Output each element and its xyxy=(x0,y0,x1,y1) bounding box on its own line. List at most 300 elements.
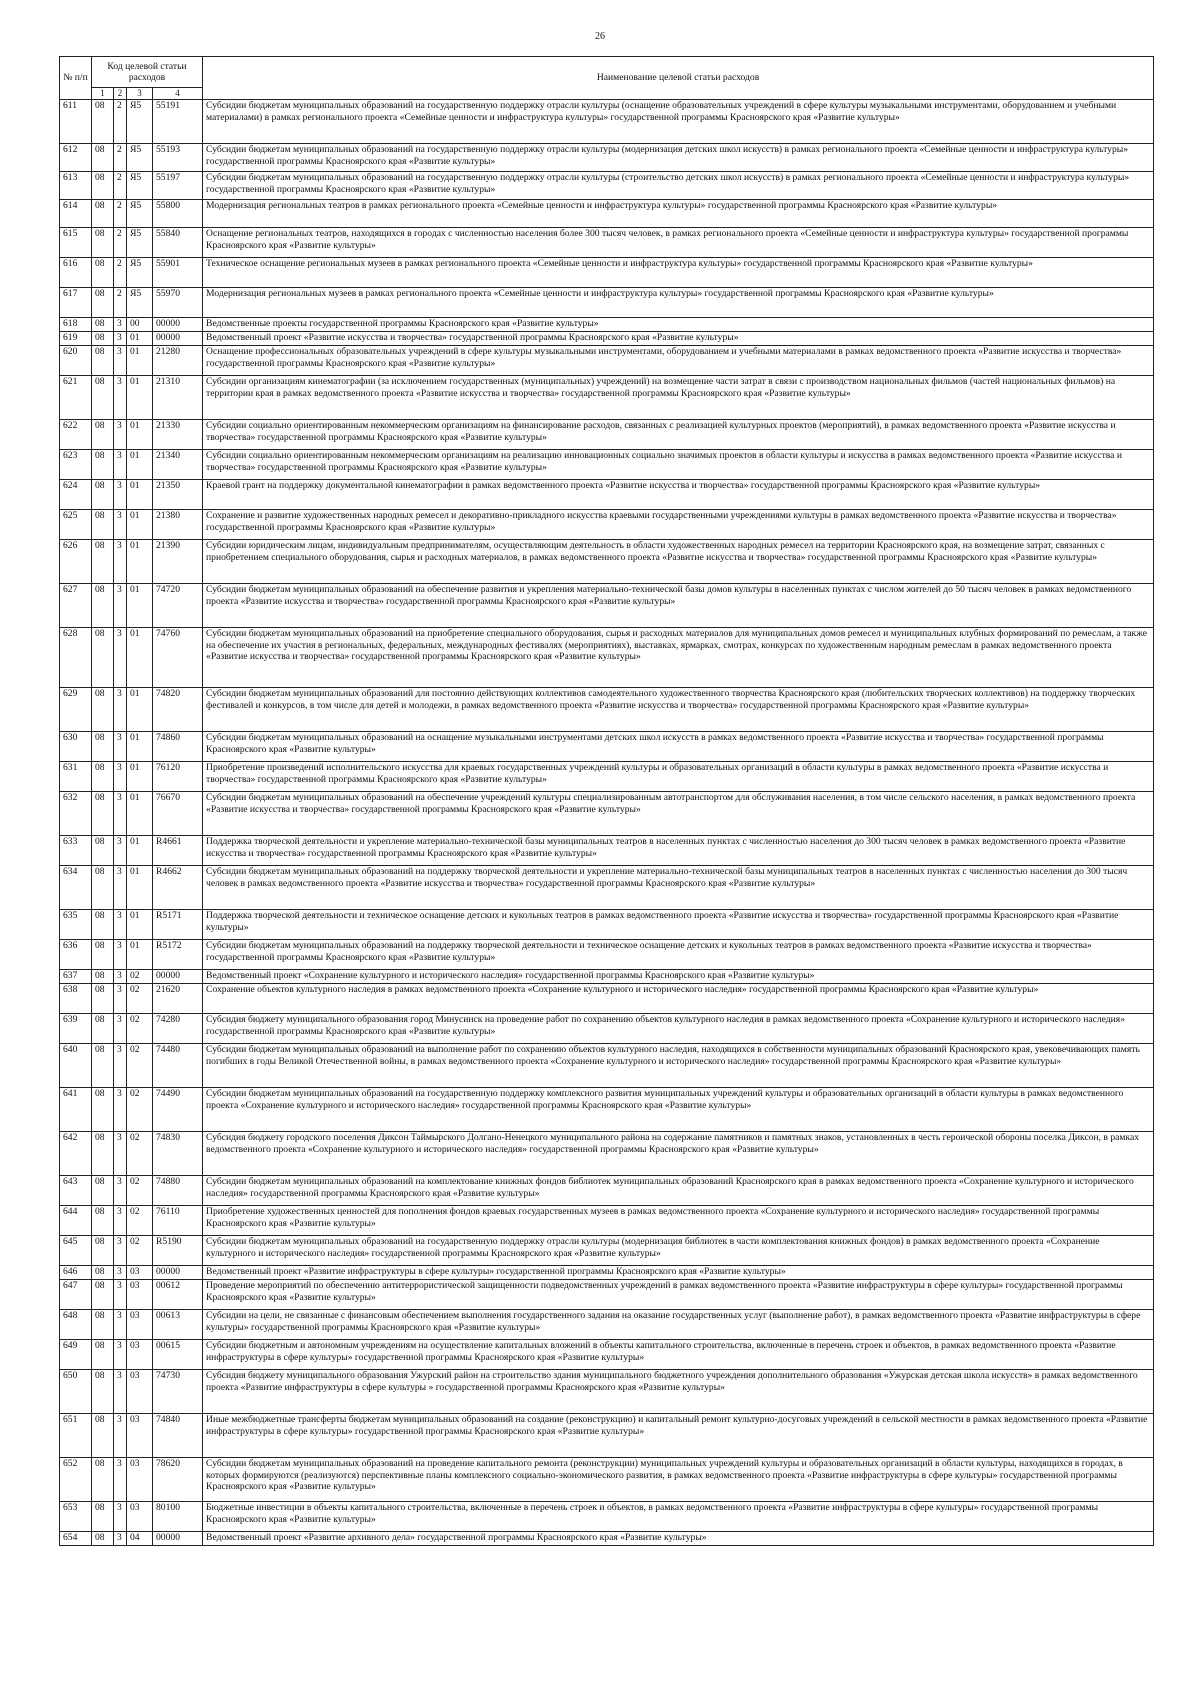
row-number: 633 xyxy=(60,836,92,866)
code-project: 03 xyxy=(127,1370,153,1414)
code-project: 01 xyxy=(127,628,153,688)
code-program: 08 xyxy=(92,940,114,970)
code-direction: 55197 xyxy=(153,172,203,200)
code-subprogram: 3 xyxy=(114,1532,127,1546)
code-direction: 21380 xyxy=(153,510,203,540)
code-project: 02 xyxy=(127,1044,153,1088)
row-number: 627 xyxy=(60,584,92,628)
code-direction: 21340 xyxy=(153,450,203,480)
code-project: 01 xyxy=(127,346,153,376)
code-subprogram: 3 xyxy=(114,762,127,792)
table-row xyxy=(60,144,1154,172)
code-subprogram: 3 xyxy=(114,584,127,628)
code-program: 08 xyxy=(92,836,114,866)
code-program: 08 xyxy=(92,1414,114,1458)
header-num: № п/п xyxy=(60,57,92,100)
expense-name: Субсидия бюджету муниципального образования Ужурский район на строительство здания муниципального бюджетного учреждения дополнительного образования «Ужурская детская школа искусств» в рамках ведомственного проекта «Развитие инфраструктуры в сфере культуры » государственной программы Красноярского края «Развитие культуры» xyxy=(203,1370,1154,1414)
expense-name: Ведомственные проекты государственной программы Красноярского края «Развитие культуры» xyxy=(203,318,1154,332)
table-row xyxy=(60,866,1154,910)
row-number: 628 xyxy=(60,628,92,688)
code-direction: 00000 xyxy=(153,1532,203,1546)
code-subprogram: 3 xyxy=(114,836,127,866)
code-direction: 76120 xyxy=(153,762,203,792)
expense-name: Субсидии социально ориентированным некоммерческим организациям на финансирование расходов, связанных с реализацией культурных проектов (мероприятий), в рамках ведомственного проекта «Развитие искусства и творчества» государственной программы Красноярского края «Развитие культуры» xyxy=(203,420,1154,450)
table-row xyxy=(60,1088,1154,1132)
code-project: 03 xyxy=(127,1310,153,1340)
row-number: 622 xyxy=(60,420,92,450)
code-direction: 74490 xyxy=(153,1088,203,1132)
col-number-1: 1 xyxy=(92,88,114,100)
row-number: 629 xyxy=(60,688,92,732)
code-program: 08 xyxy=(92,1266,114,1280)
col-number-2: 2 xyxy=(114,88,127,100)
code-program: 08 xyxy=(92,1206,114,1236)
row-number: 638 xyxy=(60,984,92,1014)
code-direction: 00613 xyxy=(153,1310,203,1340)
code-program: 08 xyxy=(92,540,114,584)
code-program: 08 xyxy=(92,1310,114,1340)
code-subprogram: 3 xyxy=(114,540,127,584)
code-direction: R5171 xyxy=(153,910,203,940)
code-direction: 21310 xyxy=(153,376,203,420)
expense-name: Субсидии юридическим лицам, индивидуальным предпринимателям, осуществляющим деятельность в области художественных народных ремесел на территории Красноярского края, на возмещение затрат, связанных с приобретением специального оборудования, сырья и расходных материалов, в рамках ведомственного проекта «Развитие искусства и творчества» государственной программы Красноярского края «Развитие культуры» xyxy=(203,540,1154,584)
code-subprogram: 2 xyxy=(114,172,127,200)
code-subprogram: 3 xyxy=(114,1206,127,1236)
col-number-4: 4 xyxy=(153,88,203,100)
code-program: 08 xyxy=(92,420,114,450)
code-direction: 74760 xyxy=(153,628,203,688)
expense-name: Ведомственный проект «Развитие инфраструктуры в сфере культуры» государственной программы Красноярского края «Развитие культуры» xyxy=(203,1266,1154,1280)
table-row xyxy=(60,1414,1154,1458)
code-direction: 74480 xyxy=(153,1044,203,1088)
code-project: 01 xyxy=(127,450,153,480)
code-project: 02 xyxy=(127,1088,153,1132)
code-project: 02 xyxy=(127,1236,153,1266)
expense-name: Субсидия бюджету муниципального образования город Минусинск на проведение работ по сохранению объектов культурного наследия в рамках ведомственного проекта «Сохранение культурного и исторического наследия» государственной программы Красноярского края «Развитие культуры» xyxy=(203,1014,1154,1044)
code-subprogram: 3 xyxy=(114,420,127,450)
code-project: Я5 xyxy=(127,100,153,144)
row-number: 611 xyxy=(60,100,92,144)
code-direction: R5172 xyxy=(153,940,203,970)
code-program: 08 xyxy=(92,376,114,420)
expense-name: Поддержка творческой деятельности и техническое оснащение детских и кукольных театров в рамках ведомственного проекта «Развитие искусства и творчества» государственной программы Красноярского края «Развитие культуры» xyxy=(203,910,1154,940)
table-row xyxy=(60,1014,1154,1044)
code-subprogram: 3 xyxy=(114,1044,127,1088)
expense-name: Субсидии бюджетам муниципальных образований на выполнение работ по сохранению объектов культурного наследия, находящихся в собственности муниципальных образований Красноярского края, увековечивающих память погибших в годы Великой Отечественной войны, в рамках ведомственного проекта «Сохранение культурного и исторического наследия» государственной программы Красноярского края «Развитие культуры» xyxy=(203,1044,1154,1088)
code-direction: R4661 xyxy=(153,836,203,866)
row-number: 644 xyxy=(60,1206,92,1236)
code-subprogram: 2 xyxy=(114,100,127,144)
code-program: 08 xyxy=(92,480,114,510)
table-row xyxy=(60,1280,1154,1310)
code-subprogram: 3 xyxy=(114,332,127,346)
code-project: 01 xyxy=(127,480,153,510)
code-subprogram: 3 xyxy=(114,1414,127,1458)
row-number: 616 xyxy=(60,258,92,288)
code-subprogram: 3 xyxy=(114,1236,127,1266)
row-number: 620 xyxy=(60,346,92,376)
expense-name: Сохранение и развитие художественных народных ремесел и декоративно-прикладного искусства краевыми государственными учреждениями культуры в рамках ведомственного проекта «Развитие искусства и творчества» государственной программы Красноярского края «Развитие культуры» xyxy=(203,510,1154,540)
code-direction: 00612 xyxy=(153,1280,203,1310)
table-row xyxy=(60,836,1154,866)
code-program: 08 xyxy=(92,1236,114,1266)
code-direction: 00615 xyxy=(153,1340,203,1370)
code-project: 03 xyxy=(127,1458,153,1502)
code-direction: 21390 xyxy=(153,540,203,584)
code-project: Я5 xyxy=(127,144,153,172)
table-row xyxy=(60,584,1154,628)
row-number: 624 xyxy=(60,480,92,510)
table-header-row xyxy=(60,57,1154,88)
code-project: 01 xyxy=(127,866,153,910)
code-program: 08 xyxy=(92,1088,114,1132)
table-row xyxy=(60,1266,1154,1280)
code-program: 08 xyxy=(92,1014,114,1044)
code-program: 08 xyxy=(92,1370,114,1414)
code-project: 01 xyxy=(127,836,153,866)
code-direction: R4662 xyxy=(153,866,203,910)
row-number: 650 xyxy=(60,1370,92,1414)
expense-name: Поддержка творческой деятельности и укрепление материально-технической базы муниципальных театров в населенных пунктах с численностью населения до 300 тысяч человек в рамках ведомственного проекта «Развитие искусства и творчества» государственной программы Красноярского края «Развитие культуры» xyxy=(203,836,1154,866)
code-project: 02 xyxy=(127,1132,153,1176)
code-project: 01 xyxy=(127,510,153,540)
table-row xyxy=(60,318,1154,332)
code-project: 03 xyxy=(127,1280,153,1310)
expense-name: Проведение мероприятий по обеспечению антитеррористической защищенности подведомственных учреждений в рамках ведомственного проекта «Развитие инфраструктуры в сфере культуры» государственной программы Красноярского края «Развитие культуры» xyxy=(203,1280,1154,1310)
expense-name: Приобретение художественных ценностей для пополнения фондов краевых государственных музеев в рамках ведомственного проекта «Сохранение культурного и исторического наследия» государственной программы Красноярского края «Развитие культуры» xyxy=(203,1206,1154,1236)
code-direction: 74860 xyxy=(153,732,203,762)
row-number: 643 xyxy=(60,1176,92,1206)
row-number: 654 xyxy=(60,1532,92,1546)
code-project: Я5 xyxy=(127,228,153,258)
code-project: 02 xyxy=(127,984,153,1014)
code-project: 02 xyxy=(127,970,153,984)
expense-name: Субсидии социально ориентированным некоммерческим организациям на реализацию инновационных социально значимых проектов в области культуры и искусства в рамках ведомственного проекта «Развитие искусства и творчества» государственной программы Красноярского края «Развитие культуры» xyxy=(203,450,1154,480)
code-subprogram: 3 xyxy=(114,450,127,480)
code-subprogram: 3 xyxy=(114,1014,127,1044)
code-direction: R5190 xyxy=(153,1236,203,1266)
code-project: 03 xyxy=(127,1340,153,1370)
code-program: 08 xyxy=(92,100,114,144)
code-subprogram: 3 xyxy=(114,1458,127,1502)
code-project: 04 xyxy=(127,1532,153,1546)
code-subprogram: 3 xyxy=(114,1502,127,1532)
table-row xyxy=(60,1458,1154,1502)
code-program: 08 xyxy=(92,144,114,172)
code-program: 08 xyxy=(92,1176,114,1206)
code-direction: 74880 xyxy=(153,1176,203,1206)
code-subprogram: 3 xyxy=(114,1340,127,1370)
code-subprogram: 2 xyxy=(114,228,127,258)
row-number: 653 xyxy=(60,1502,92,1532)
code-subprogram: 3 xyxy=(114,940,127,970)
table-row xyxy=(60,910,1154,940)
code-direction: 55191 xyxy=(153,100,203,144)
table-row xyxy=(60,628,1154,688)
expense-name: Оснащение профессиональных образовательных учреждений в сфере культуры музыкальными инструментами, оборудованием и учебными материалами в рамках ведомственного проекта «Развитие искусства и творчества» государственной программы Красноярского края «Развитие культуры» xyxy=(203,346,1154,376)
code-direction: 74720 xyxy=(153,584,203,628)
table-row xyxy=(60,420,1154,450)
expense-name: Субсидии на цели, не связанные с финансовым обеспечением выполнения государственного задания на оказание государственных услуг (выполнение работ), в рамках ведомственного проекта «Развитие инфраструктуры в сфере культуры» государственной программы Красноярского края «Развитие культуры» xyxy=(203,1310,1154,1340)
table-row xyxy=(60,1502,1154,1532)
code-subprogram: 3 xyxy=(114,984,127,1014)
code-subprogram: 3 xyxy=(114,1132,127,1176)
table-row xyxy=(60,172,1154,200)
code-project: 01 xyxy=(127,332,153,346)
table-row xyxy=(60,288,1154,318)
code-program: 08 xyxy=(92,1044,114,1088)
expense-name: Субсидии бюджетам муниципальных образований на государственную поддержку отрасли культуры (оснащение образовательных учреждений в сфере культуры музыкальными инструментами, оборудованием и учебными материалами) в рамках регионального проекта «Семейные ценности и инфраструктура культуры» государственной программы Красноярского края «Развитие культуры» xyxy=(203,100,1154,144)
row-number: 614 xyxy=(60,200,92,228)
code-subprogram: 3 xyxy=(114,1280,127,1310)
table-row xyxy=(60,984,1154,1014)
code-direction: 76110 xyxy=(153,1206,203,1236)
code-program: 08 xyxy=(92,228,114,258)
code-program: 08 xyxy=(92,732,114,762)
expense-name: Субсидии бюджетам муниципальных образований на поддержку творческой деятельности и техническое оснащение детских и кукольных театров в рамках ведомственного проекта «Развитие искусства и творчества» государственной программы Красноярского края «Развитие культуры» xyxy=(203,940,1154,970)
code-program: 08 xyxy=(92,984,114,1014)
code-program: 08 xyxy=(92,970,114,984)
row-number: 636 xyxy=(60,940,92,970)
row-number: 642 xyxy=(60,1132,92,1176)
code-project: 01 xyxy=(127,792,153,836)
row-number: 637 xyxy=(60,970,92,984)
code-subprogram: 3 xyxy=(114,480,127,510)
code-program: 08 xyxy=(92,866,114,910)
table-row xyxy=(60,1370,1154,1414)
code-project: 01 xyxy=(127,540,153,584)
code-direction: 74820 xyxy=(153,688,203,732)
header-name: Наименование целевой статьи расходов xyxy=(203,57,1154,100)
page-number: 26 xyxy=(595,31,605,42)
expense-name: Субсидии бюджетам муниципальных образований для постоянно действующих коллективов самодеятельного художественного творчества Красноярского края (любительских творческих коллективов) на поддержку творческих фестивалей и конкурсов, в том числе для детей и молодежи, в рамках ведомственного проекта «Развитие искусства и творчества» государственной программы Красноярского края «Развитие культуры» xyxy=(203,688,1154,732)
code-direction: 55193 xyxy=(153,144,203,172)
code-program: 08 xyxy=(92,450,114,480)
code-subprogram: 3 xyxy=(114,318,127,332)
code-subprogram: 3 xyxy=(114,346,127,376)
col-number-3: 3 xyxy=(127,88,153,100)
expense-name: Субсидии бюджетам муниципальных образований на обеспечение учреждений культуры специализированным автотранспортом для обслуживания населения, в том числе сельского населения, в рамках ведомственного проекта «Развитие искусства и творчества» государственной программы Красноярского края «Развитие культуры» xyxy=(203,792,1154,836)
table-row xyxy=(60,480,1154,510)
table-row xyxy=(60,1340,1154,1370)
expense-name: Субсидии бюджетам муниципальных образований на государственную поддержку отрасли культуры (модернизация детских школ искусств) в рамках регионального проекта «Семейные ценности и инфраструктура культуры» государственной программы Красноярского края «Развитие культуры» xyxy=(203,144,1154,172)
table-row xyxy=(60,1532,1154,1546)
row-number: 619 xyxy=(60,332,92,346)
code-program: 08 xyxy=(92,318,114,332)
code-subprogram: 3 xyxy=(114,376,127,420)
code-subprogram: 3 xyxy=(114,910,127,940)
code-project: Я5 xyxy=(127,200,153,228)
table-row xyxy=(60,346,1154,376)
row-number: 623 xyxy=(60,450,92,480)
expense-name: Субсидии бюджетам муниципальных образований на обеспечение развития и укрепления материально-технической базы домов культуры в населенных пунктах с числом жителей до 50 тысяч человек в рамках ведомственного проекта «Развитие искусства и творчества» государственной программы Красноярского края «Развитие культуры» xyxy=(203,584,1154,628)
code-subprogram: 2 xyxy=(114,200,127,228)
expense-name: Модернизация региональных музеев в рамках регионального проекта «Семейные ценности и инфраструктура культуры» государственной программы Красноярского края «Развитие культуры» xyxy=(203,288,1154,318)
code-program: 08 xyxy=(92,510,114,540)
code-direction: 00000 xyxy=(153,318,203,332)
expense-name: Субсидии бюджетам муниципальных образований на комплектование книжных фондов библиотек муниципальных образований Красноярского края в рамках ведомственного проекта «Сохранение культурного и исторического наследия» государственной программы Красноярского края «Развитие культуры» xyxy=(203,1176,1154,1206)
code-subprogram: 3 xyxy=(114,1370,127,1414)
row-number: 646 xyxy=(60,1266,92,1280)
row-number: 613 xyxy=(60,172,92,200)
code-program: 08 xyxy=(92,346,114,376)
code-direction: 78620 xyxy=(153,1458,203,1502)
table-row xyxy=(60,450,1154,480)
code-project: 01 xyxy=(127,420,153,450)
code-program: 08 xyxy=(92,288,114,318)
row-number: 621 xyxy=(60,376,92,420)
code-program: 08 xyxy=(92,762,114,792)
code-project: Я5 xyxy=(127,288,153,318)
row-number: 631 xyxy=(60,762,92,792)
row-number: 635 xyxy=(60,910,92,940)
code-direction: 21280 xyxy=(153,346,203,376)
code-project: 01 xyxy=(127,910,153,940)
code-subprogram: 3 xyxy=(114,1266,127,1280)
code-project: 02 xyxy=(127,1176,153,1206)
code-program: 08 xyxy=(92,584,114,628)
code-program: 08 xyxy=(92,1502,114,1532)
row-number: 649 xyxy=(60,1340,92,1370)
expense-name: Субсидии бюджетам муниципальных образований на государственную поддержку отрасли культуры (строительство детских школ искусств) в рамках регионального проекта «Семейные ценности и инфраструктура культуры» государственной программы Красноярского края «Развитие культуры» xyxy=(203,172,1154,200)
table-row xyxy=(60,540,1154,584)
code-direction: 74280 xyxy=(153,1014,203,1044)
row-number: 634 xyxy=(60,866,92,910)
table-row xyxy=(60,762,1154,792)
code-project: 00 xyxy=(127,318,153,332)
code-direction: 74730 xyxy=(153,1370,203,1414)
code-subprogram: 3 xyxy=(114,510,127,540)
expense-name: Краевой грант на поддержку документальной кинематографии в рамках ведомственного проекта «Развитие искусства и творчества» государственной программы Красноярского края «Развитие культуры» xyxy=(203,480,1154,510)
expense-name: Приобретение произведений исполнительского искусства для краевых государственных учреждений культуры и образовательных организаций в области культуры в рамках ведомственного проекта «Развитие искусства и творчества» государственной программы Красноярского края «Развитие культуры» xyxy=(203,762,1154,792)
code-project: 01 xyxy=(127,584,153,628)
code-program: 08 xyxy=(92,258,114,288)
code-subprogram: 2 xyxy=(114,288,127,318)
table-row xyxy=(60,792,1154,836)
table-row xyxy=(60,258,1154,288)
code-program: 08 xyxy=(92,628,114,688)
code-subprogram: 2 xyxy=(114,144,127,172)
expense-name: Субсидии бюджетам муниципальных образований на государственную поддержку комплексного развития муниципальных учреждений культуры и образовательных организаций в области культуры в рамках ведомственного проекта «Сохранение культурного и исторического наследия» государственной программы Красноярского края «Развитие культуры» xyxy=(203,1088,1154,1132)
code-subprogram: 3 xyxy=(114,866,127,910)
expense-name: Ведомственный проект «Развитие искусства и творчества» государственной программы Красноярского края «Развитие культуры» xyxy=(203,332,1154,346)
row-number: 651 xyxy=(60,1414,92,1458)
code-project: 01 xyxy=(127,732,153,762)
row-number: 632 xyxy=(60,792,92,836)
table-row xyxy=(60,1206,1154,1236)
code-program: 08 xyxy=(92,1458,114,1502)
code-direction: 00000 xyxy=(153,970,203,984)
code-program: 08 xyxy=(92,910,114,940)
expense-name: Оснащение региональных театров, находящихся в городах с численностью населения более 300 тысяч человек, в рамках регионального проекта «Семейные ценности и инфраструктура культуры» государственной программы Красноярского края «Развитие культуры» xyxy=(203,228,1154,258)
row-number: 648 xyxy=(60,1310,92,1340)
expense-name: Субсидии бюджетам муниципальных образований на государственную поддержку отрасли культуры (модернизация библиотек в части комплектования книжных фондов) в рамках ведомственного проекта «Сохранение культурного и исторического наследия» государственной программы Красноярского края «Развитие культуры» xyxy=(203,1236,1154,1266)
code-project: 03 xyxy=(127,1502,153,1532)
code-project: 03 xyxy=(127,1266,153,1280)
code-program: 08 xyxy=(92,792,114,836)
code-subprogram: 3 xyxy=(114,628,127,688)
expense-name: Субсидии бюджетам муниципальных образований на оснащение музыкальными инструментами детских школ искусств в рамках ведомственного проекта «Развитие искусства и творчества» государственной программы Красноярского края «Развитие культуры» xyxy=(203,732,1154,762)
code-subprogram: 3 xyxy=(114,1310,127,1340)
code-direction: 00000 xyxy=(153,1266,203,1280)
code-direction: 21350 xyxy=(153,480,203,510)
code-project: 02 xyxy=(127,1206,153,1236)
table-row xyxy=(60,1310,1154,1340)
code-direction: 74840 xyxy=(153,1414,203,1458)
expense-name: Субсидии организациям кинематографии (за исключением государственных (муниципальных) учреждений) на возмещение части затрат в связи с производством национальных фильмов (частей национальных фильмов) на территории края в рамках ведомственного проекта «Развитие искусства и творчества» государственной программы Красноярского края «Развитие культуры» xyxy=(203,376,1154,420)
table-row xyxy=(60,332,1154,346)
code-subprogram: 3 xyxy=(114,1176,127,1206)
code-direction: 74830 xyxy=(153,1132,203,1176)
code-project: 01 xyxy=(127,376,153,420)
code-subprogram: 3 xyxy=(114,792,127,836)
expense-name: Сохранение объектов культурного наследия в рамках ведомственного проекта «Сохранение культурного и исторического наследия» государственной программы Красноярского края «Развитие культуры» xyxy=(203,984,1154,1014)
table-row xyxy=(60,376,1154,420)
code-program: 08 xyxy=(92,200,114,228)
code-project: 01 xyxy=(127,762,153,792)
code-program: 08 xyxy=(92,688,114,732)
expense-name: Ведомственный проект «Сохранение культурного и исторического наследия» государственной программы Красноярского края «Развитие культуры» xyxy=(203,970,1154,984)
code-direction: 55840 xyxy=(153,228,203,258)
code-project: 01 xyxy=(127,940,153,970)
expense-name: Субсидии бюджетам муниципальных образований на проведение капитального ремонта (реконструкции) муниципальных учреждений культуры и образовательных организаций в области культуры, находящихся в городах, в которых формируются (реализуются) перспективные планы комплексного социально-экономического развития, в рамках ведомственного проекта «Развитие инфраструктуры в сфере культуры» государственной программы Красноярского края «Развитие культуры» xyxy=(203,1458,1154,1502)
table-row xyxy=(60,1132,1154,1176)
code-direction: 21330 xyxy=(153,420,203,450)
code-project: Я5 xyxy=(127,172,153,200)
expense-name: Иные межбюджетные трансферты бюджетам муниципальных образований на создание (реконструкцию) и капитальный ремонт культурно-досуговых учреждений в сельской местности в рамках ведомственного проекта «Развитие инфраструктуры в сфере культуры» государственной программы Красноярского края «Развитие культуры» xyxy=(203,1414,1154,1458)
code-project: 01 xyxy=(127,688,153,732)
code-subprogram: 3 xyxy=(114,732,127,762)
expense-name: Бюджетные инвестиции в объекты капитального строительства, включенные в перечень строек и объектов, в рамках ведомственного проекта «Развитие инфраструктуры в сфере культуры» государственной программы Красноярского края «Развитие культуры» xyxy=(203,1502,1154,1532)
table-row xyxy=(60,510,1154,540)
table-row xyxy=(60,1236,1154,1266)
code-subprogram: 3 xyxy=(114,970,127,984)
row-number: 647 xyxy=(60,1280,92,1310)
code-project: 03 xyxy=(127,1414,153,1458)
expense-name: Субсидии бюджетам муниципальных образований на поддержку творческой деятельности и укрепление материально-технической базы муниципальных театров в населенных пунктах с численностью населения до 300 тысяч человек в рамках ведомственного проекта «Развитие искусства и творчества» государственной программы Красноярского края «Развитие культуры» xyxy=(203,866,1154,910)
code-direction: 55901 xyxy=(153,258,203,288)
code-project: Я5 xyxy=(127,258,153,288)
code-direction: 55970 xyxy=(153,288,203,318)
code-program: 08 xyxy=(92,1340,114,1370)
expense-name: Модернизация региональных театров в рамках регионального проекта «Семейные ценности и инфраструктура культуры» государственной программы Красноярского края «Развитие культуры» xyxy=(203,200,1154,228)
header-code: Код целевой статьи расходов xyxy=(92,57,203,88)
table-row xyxy=(60,732,1154,762)
row-number: 652 xyxy=(60,1458,92,1502)
code-subprogram: 3 xyxy=(114,1088,127,1132)
code-direction: 00000 xyxy=(153,332,203,346)
row-number: 618 xyxy=(60,318,92,332)
row-number: 640 xyxy=(60,1044,92,1088)
code-direction: 55800 xyxy=(153,200,203,228)
table-row xyxy=(60,688,1154,732)
row-number: 612 xyxy=(60,144,92,172)
table-row xyxy=(60,200,1154,228)
row-number: 625 xyxy=(60,510,92,540)
code-program: 08 xyxy=(92,1280,114,1310)
target-expense-table xyxy=(59,56,1154,1546)
row-number: 639 xyxy=(60,1014,92,1044)
row-number: 615 xyxy=(60,228,92,258)
code-program: 08 xyxy=(92,172,114,200)
expense-name: Субсидии бюджетным и автономным учреждениям на осуществление капитальных вложений в объекты капитального строительства, включенные в перечень строек и объектов, в рамках ведомственного проекта «Развитие инфраструктуры в сфере культуры» государственной программы Красноярского края «Развитие культуры» xyxy=(203,1340,1154,1370)
code-project: 02 xyxy=(127,1014,153,1044)
expense-name: Субсидии бюджетам муниципальных образований на приобретение специального оборудования, сырья и расходных материалов для муниципальных домов ремесел и муниципальных клубных формирований по ремеслам, а также на обеспечение их участия в региональных, федеральных, международных фестивалях (мероприятиях), выставках, ярмарках, смотрах, конкурсах по художественным народным ремеслам в рамках ведомственного проекта «Развитие искусства и творчества» государственной программы Красноярского края «Развитие культуры» xyxy=(203,628,1154,688)
code-subprogram: 3 xyxy=(114,688,127,732)
code-program: 08 xyxy=(92,332,114,346)
table-row xyxy=(60,100,1154,144)
row-number: 626 xyxy=(60,540,92,584)
